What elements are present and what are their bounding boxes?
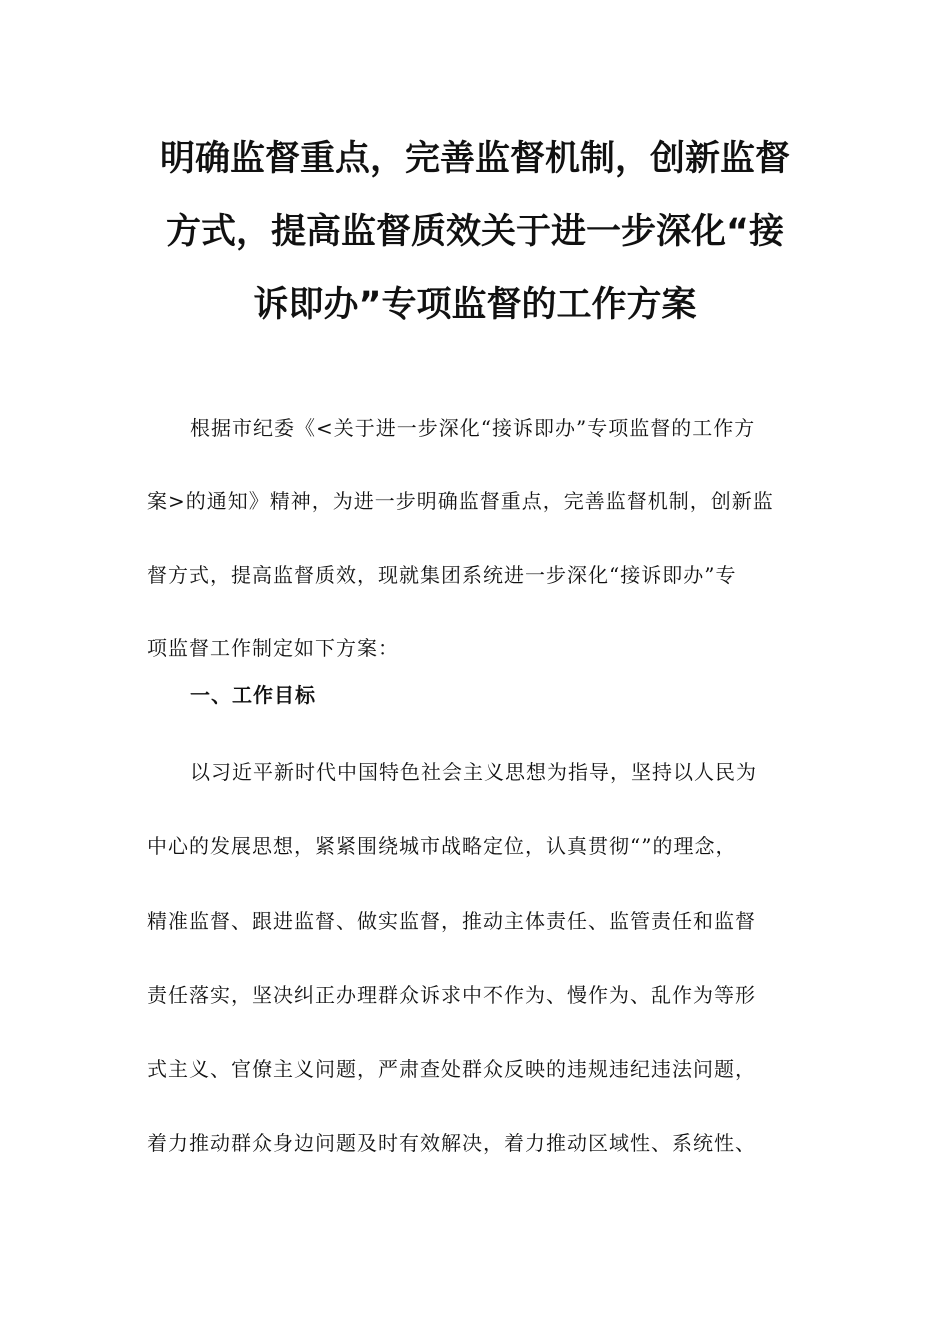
section-heading: 一、工作目标	[190, 683, 316, 707]
paragraph-line: 着力推动群众身边问题及时有效解决，着力推动区域性、系统性、	[147, 1131, 756, 1156]
document-title	[150, 123, 800, 342]
paragraph-line: 精准监督、跟进监督、做实监督，推动主体责任、监管责任和监督	[147, 908, 756, 933]
title-line: 方式，提高监督质效关于进一步深化“接	[165, 212, 784, 252]
paragraph-line: 责任落实，坚决纠正办理群众诉求中不作为、慢作为、乱作为等形	[147, 982, 756, 1007]
paragraph-line: 以习近平新时代中国特色社会主义思想为指导，坚持以人民为	[190, 760, 757, 784]
intro-paragraph	[147, 392, 807, 685]
paragraph-line: 督方式，提高监督质效，现就集团系统进一步深化“接诉即办”专	[147, 562, 737, 587]
paragraph-line: 中心的发展思想，紧紧围绕城市战略定位，认真贯彻“”的理念，	[147, 834, 737, 859]
title-line: 明确监督重点，完善监督机制，创新监督	[159, 139, 790, 179]
paragraph-line: 式主义、官僚主义问题，严肃查处群众反映的违规违纪违法问题，	[147, 1057, 756, 1082]
paragraph-line: 案>的通知》精神，为进一步明确监督重点，完善监督机制，创新监	[147, 489, 774, 514]
section-paragraph	[147, 735, 807, 1181]
paragraph-line: 根据市纪委《<关于进一步深化“接诉即办”专项监督的工作方	[190, 416, 756, 440]
title-line: 诉即办”专项监督的工作方案	[253, 285, 697, 325]
paragraph-line: 项监督工作制定如下方案：	[147, 635, 399, 660]
